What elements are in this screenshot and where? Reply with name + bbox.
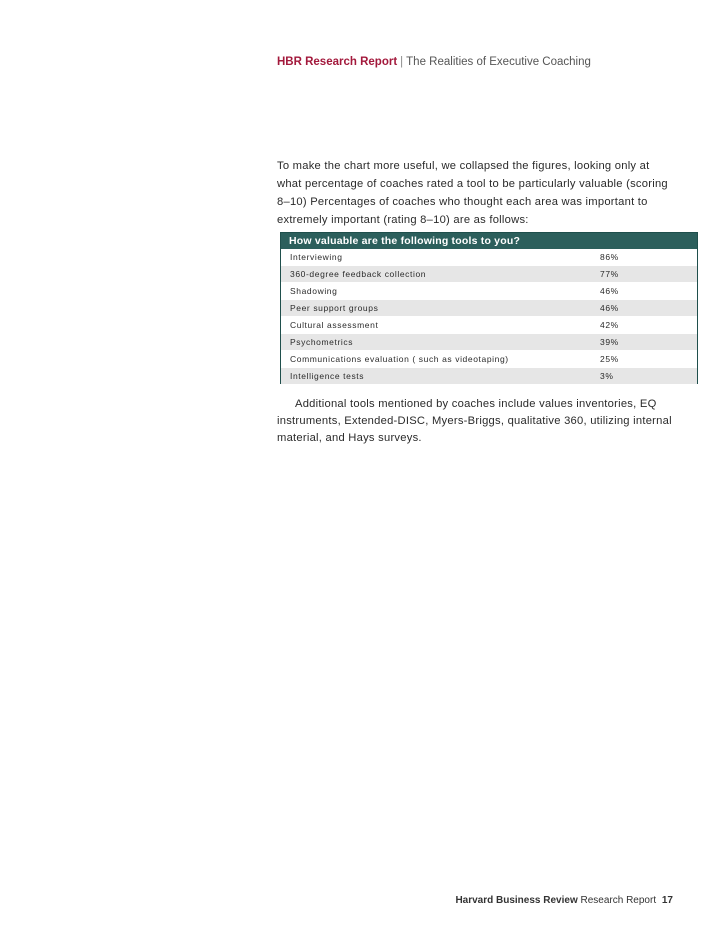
- report-subtitle: The Realities of Executive Coaching: [406, 56, 591, 68]
- running-header: [277, 56, 591, 68]
- row-label: Interviewing: [290, 252, 343, 262]
- table-title: How valuable are the following tools to you?: [281, 233, 697, 249]
- row-label: Cultural assessment: [290, 320, 379, 330]
- row-value: 39%: [600, 337, 619, 347]
- row-value: 42%: [600, 320, 619, 330]
- row-label: Shadowing: [290, 286, 338, 296]
- row-label: Peer support groups: [290, 303, 379, 313]
- header-separator: |: [400, 56, 404, 68]
- footer-section: Research Report: [580, 895, 657, 906]
- page-number: 17: [661, 895, 673, 906]
- additional-tools-paragraph: Additional tools mentioned by coaches include values inventories, EQ instruments, Extended-DISC, Myers-Briggs, qualitative 360, utilizing internal material, and Hays surveys.: [277, 398, 672, 444]
- row-value: 77%: [600, 269, 619, 279]
- table-row: [281, 368, 697, 385]
- tools-value-table: [280, 232, 698, 384]
- table-row: [281, 317, 697, 334]
- table-row: [281, 283, 697, 300]
- row-label: Psychometrics: [290, 337, 354, 347]
- table-row: [281, 266, 697, 283]
- row-value: 86%: [600, 252, 619, 262]
- table-row: [281, 351, 697, 368]
- row-value: 25%: [600, 354, 619, 364]
- row-label: Communications evaluation ( such as videotaping): [290, 354, 509, 364]
- row-value: 3%: [600, 371, 614, 381]
- page-footer: [455, 895, 673, 906]
- table-row: [281, 249, 697, 266]
- table-row: [281, 300, 697, 317]
- row-value: 46%: [600, 303, 619, 313]
- row-label: Intelligence tests: [290, 371, 365, 381]
- footer-publication: Harvard Business Review: [455, 895, 578, 906]
- report-brand: HBR Research Report: [277, 56, 398, 68]
- row-value: 46%: [600, 286, 619, 296]
- row-label: 360-degree feedback collection: [290, 269, 427, 279]
- intro-paragraph: To make the chart more useful, we collapsed the figures, looking only at what percentage of coaches rated a tool to be particularly valuable (scoring 8–10) Percentages of coaches who thought each area was important to extremely important (rating 8–10) are as follows:: [277, 160, 668, 226]
- table-row: [281, 334, 697, 351]
